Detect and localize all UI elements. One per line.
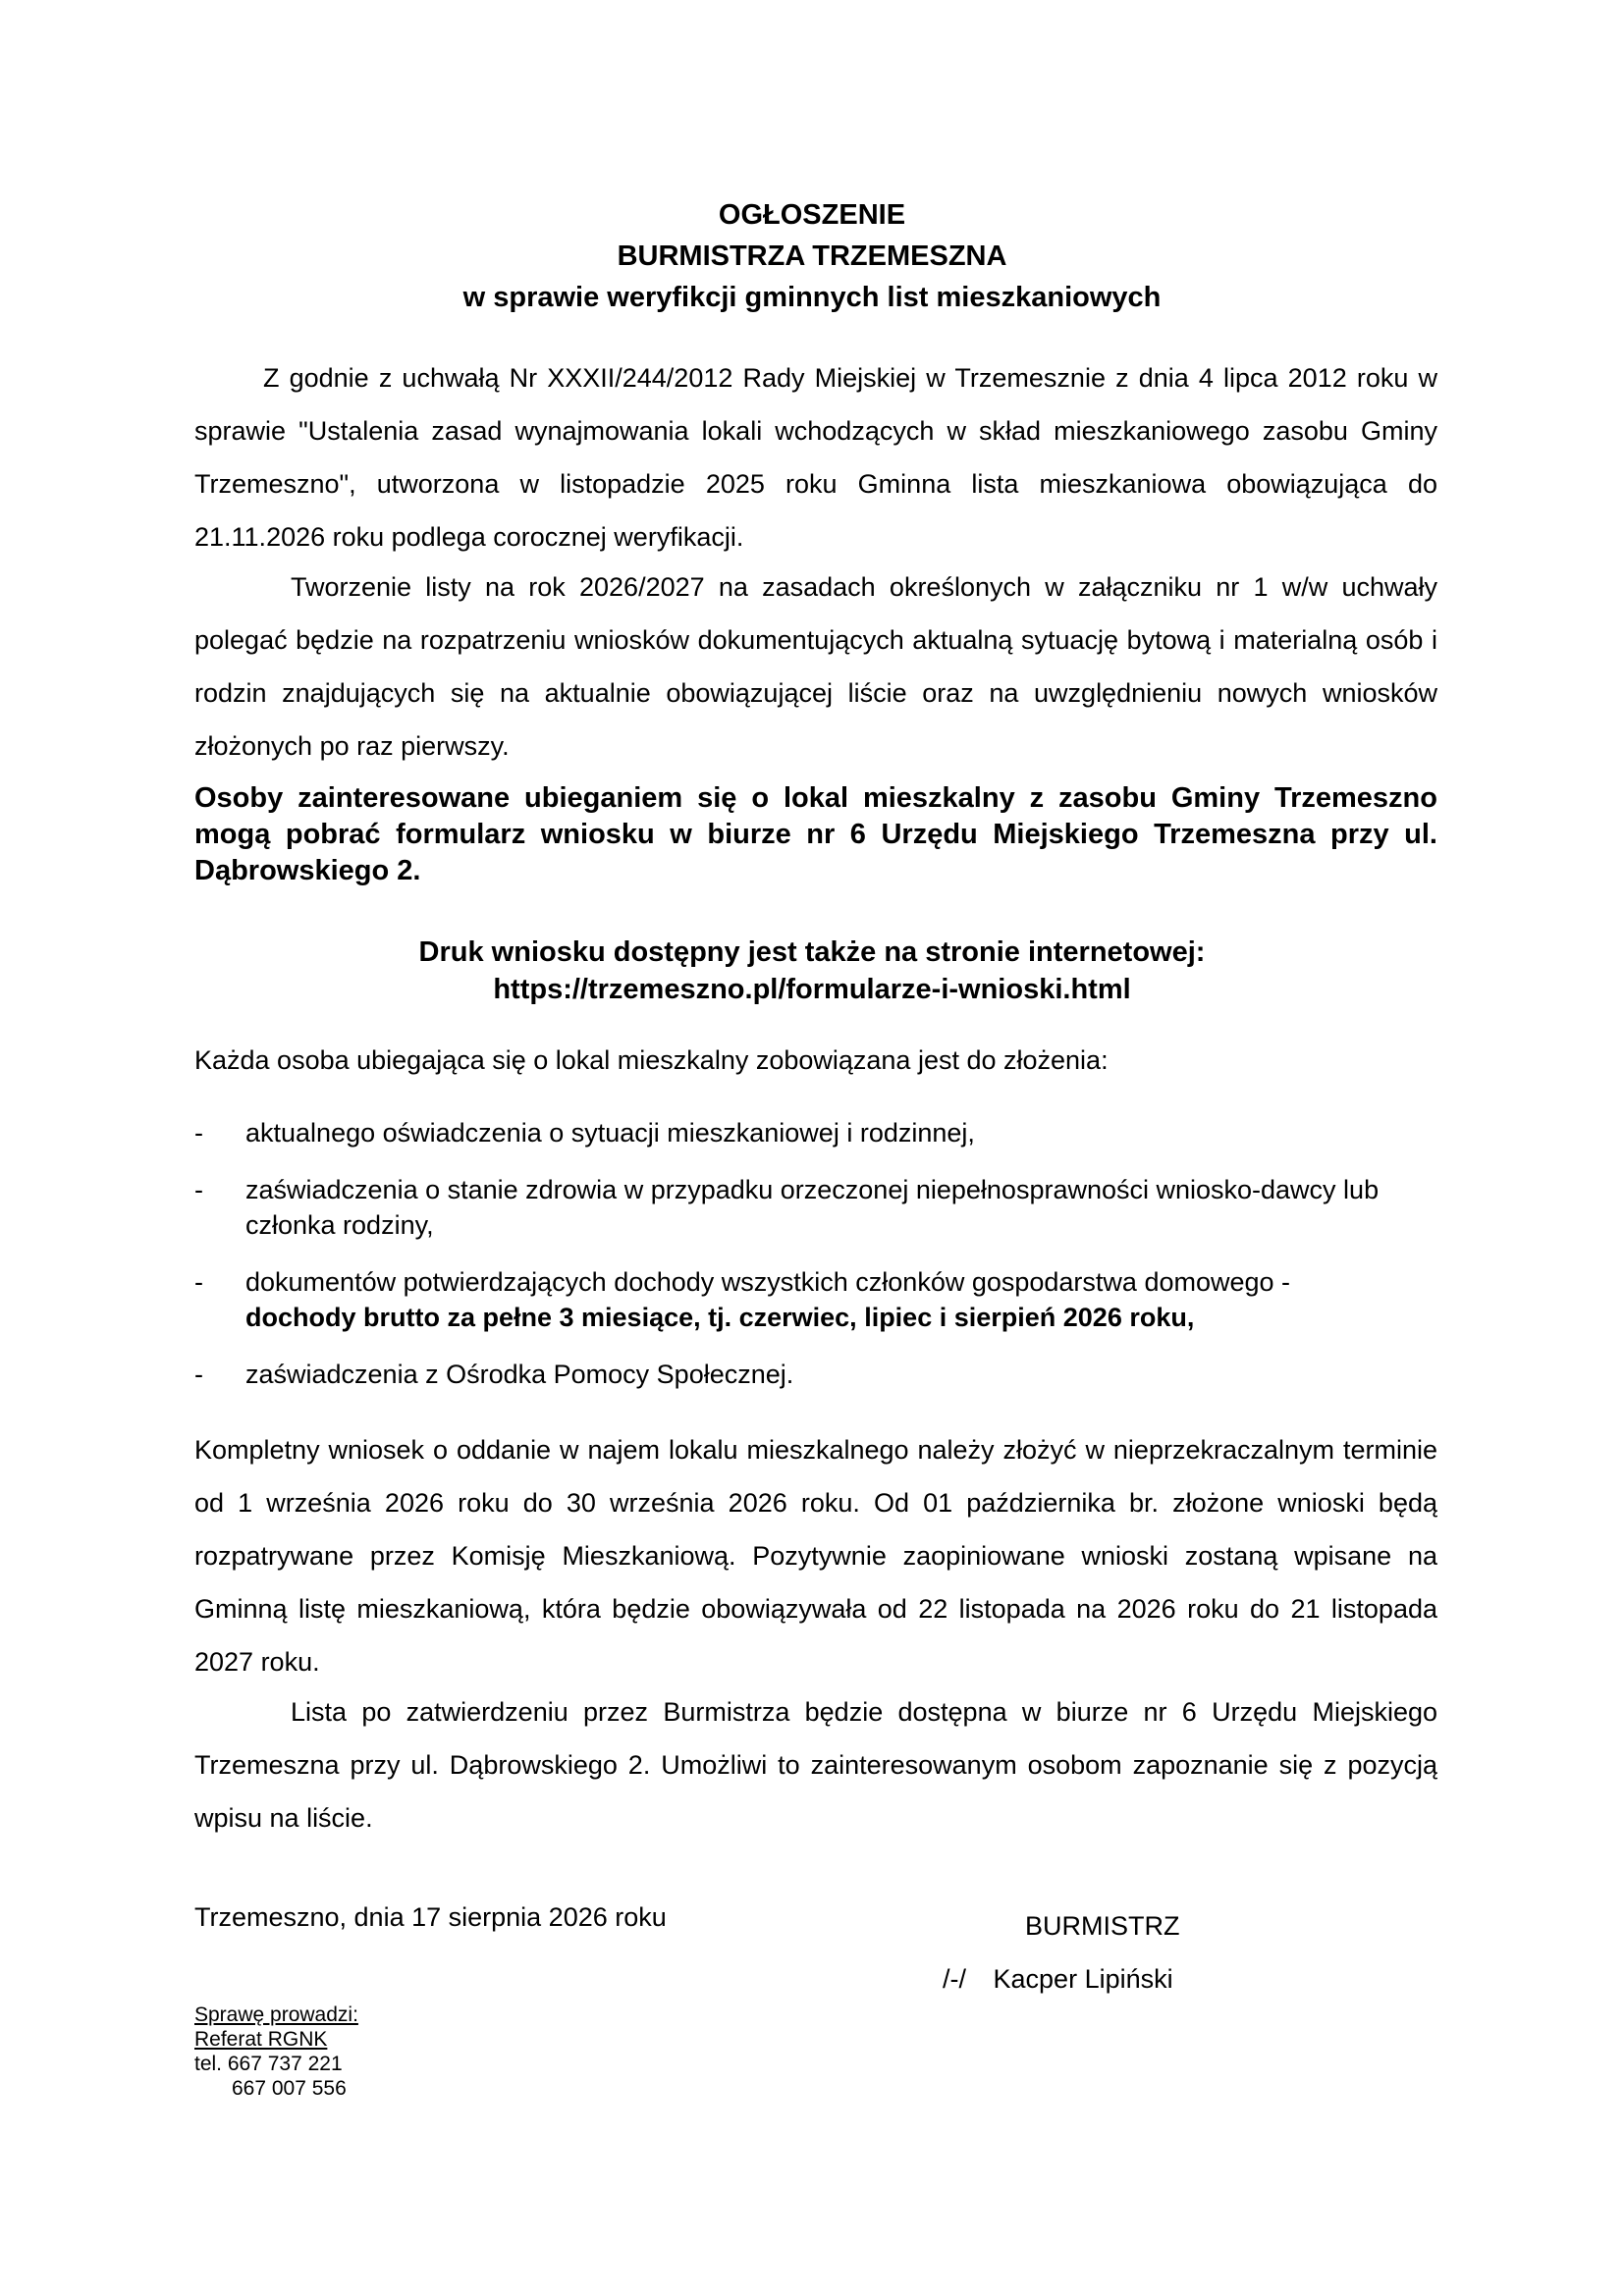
list-item: [194, 1357, 1437, 1392]
list-dash: -: [194, 1267, 203, 1297]
list-item-bold-text: dochody brutto za pełne 3 miesiące, tj. czerwiec, lipiec i sierpień 2026 roku,: [245, 1303, 1195, 1332]
list-item: [194, 1172, 1437, 1243]
list-item-text: zaświadczenia z Ośrodka Pomocy Społecznej.: [245, 1360, 794, 1389]
list-item: [194, 1264, 1437, 1335]
contact-info: [194, 2002, 358, 2101]
list-dash: -: [194, 1118, 203, 1148]
contact-label: Sprawę prowadzi:: [194, 2003, 358, 2026]
required-documents-list: [194, 1115, 1437, 1414]
paragraph-form-pickup: Osoby zainteresowane ubieganiem się o lokal mieszkalny z zasobu Gminy Trzemeszno mogą pobrać formularz wniosku w biurze nr 6 Urzędu Miejskiego Trzemeszna przy ul. Dąbrowskiego 2.: [194, 782, 1437, 886]
signature-mark: /-/: [943, 1964, 966, 1994]
place-and-date: Trzemeszno, dnia 17 sierpnia 2026 roku: [194, 1902, 667, 1932]
header-title: OGŁOSZENIE: [718, 199, 906, 231]
list-intro: Każda osoba ubiegająca się o lokal mieszkalny zobowiązana jest do złożenia:: [194, 1045, 1109, 1075]
list-dash: -: [194, 1360, 203, 1389]
paragraph-legal-basis: Z godnie z uchwałą Nr XXXII/244/2012 Rady Miejskiej w Trzemesznie z dnia 4 lipca 2012 roku w sprawie "Ustalenia zasad wynajmowania lokali wchodzących w skład mieszkaniowego zasobu Gminy Trzemeszno", utworzona w listopadzie 2025 roku Gminna lista mieszkaniowa obowiązująca do 21.11.2026 roku podlega corocznej weryfikacji.: [194, 363, 1437, 552]
list-item-text: aktualnego oświadczenia o sytuacji mieszkaniowej i rodzinnej,: [245, 1118, 975, 1148]
list-item-text: zaświadczenia o stanie zdrowia w przypadku orzeczonej niepełnosprawności wniosko-dawcy lub członka rodziny,: [245, 1175, 1380, 1240]
paragraph-list-creation: Tworzenie listy na rok 2026/2027 na zasadach określonych w załączniku nr 1 w/w uchwały polegać będzie na rozpatrzeniu wniosków dokumentujących aktualną sytuację bytową i materialną osób i rodzin znajdujących się na aktualnie obowiązującej liście oraz na uwzględnieniu nowych wniosków złożonych po raz pierwszy.: [194, 572, 1437, 761]
signature-line: [943, 1952, 1257, 2005]
list-item-text: dokumentów potwierdzających dochody wszystkich członków gospodarstwa domowego -: [245, 1267, 1291, 1297]
header-subject: w sprawie weryfikcji gminnych list mieszkaniowych: [462, 282, 1162, 313]
download-text: Druk wniosku dostępny jest także na stronie internetowej:: [418, 936, 1206, 968]
paragraph-list-availability: Lista po zatwierdzeniu przez Burmistrza będzie dostępna w biurze nr 6 Urzędu Miejskiego Trzemeszna przy ul. Dąbrowskiego 2. Umożliwi to zainteresowanym osobom zapoznanie się z pozycją wpisu na liście.: [194, 1697, 1437, 1833]
list-dash: -: [194, 1175, 203, 1204]
download-url-link[interactable]: https://trzemeszno.pl/formularze-i-wnioski.html: [493, 974, 1131, 1005]
signature-name: Kacper Lipiński: [993, 1964, 1173, 1994]
download-info: [0, 934, 1624, 1008]
contact-unit: Referat RGNK: [194, 2028, 328, 2051]
header-issuer: BURMISTRZA TRZEMESZNA: [617, 240, 1007, 272]
contact-phone-2: 667 007 556: [232, 2077, 347, 2100]
list-item: [194, 1115, 1437, 1150]
paragraph-deadline: Kompletny wniosek o oddanie w najem lokalu mieszkalnego należy złożyć w nieprzekraczalnym terminie od 1 września 2026 roku do 30 września 2026 roku. Od 01 października br. złożone wnioski będą rozpatrywane przez Komisję Mieszkaniową. Pozytywnie zaopiniowane wnioski zostaną wpisane na Gminną listę mieszkaniową, która będzie obowiązywała od 22 listopada na 2026 roku do 21 listopada 2027 roku.: [194, 1435, 1437, 1677]
signature-block: [943, 1899, 1257, 2005]
document-header: [0, 194, 1624, 318]
signature-title: BURMISTRZ: [1025, 1911, 1180, 1941]
contact-phone-1: tel. 667 737 221: [194, 2053, 343, 2075]
